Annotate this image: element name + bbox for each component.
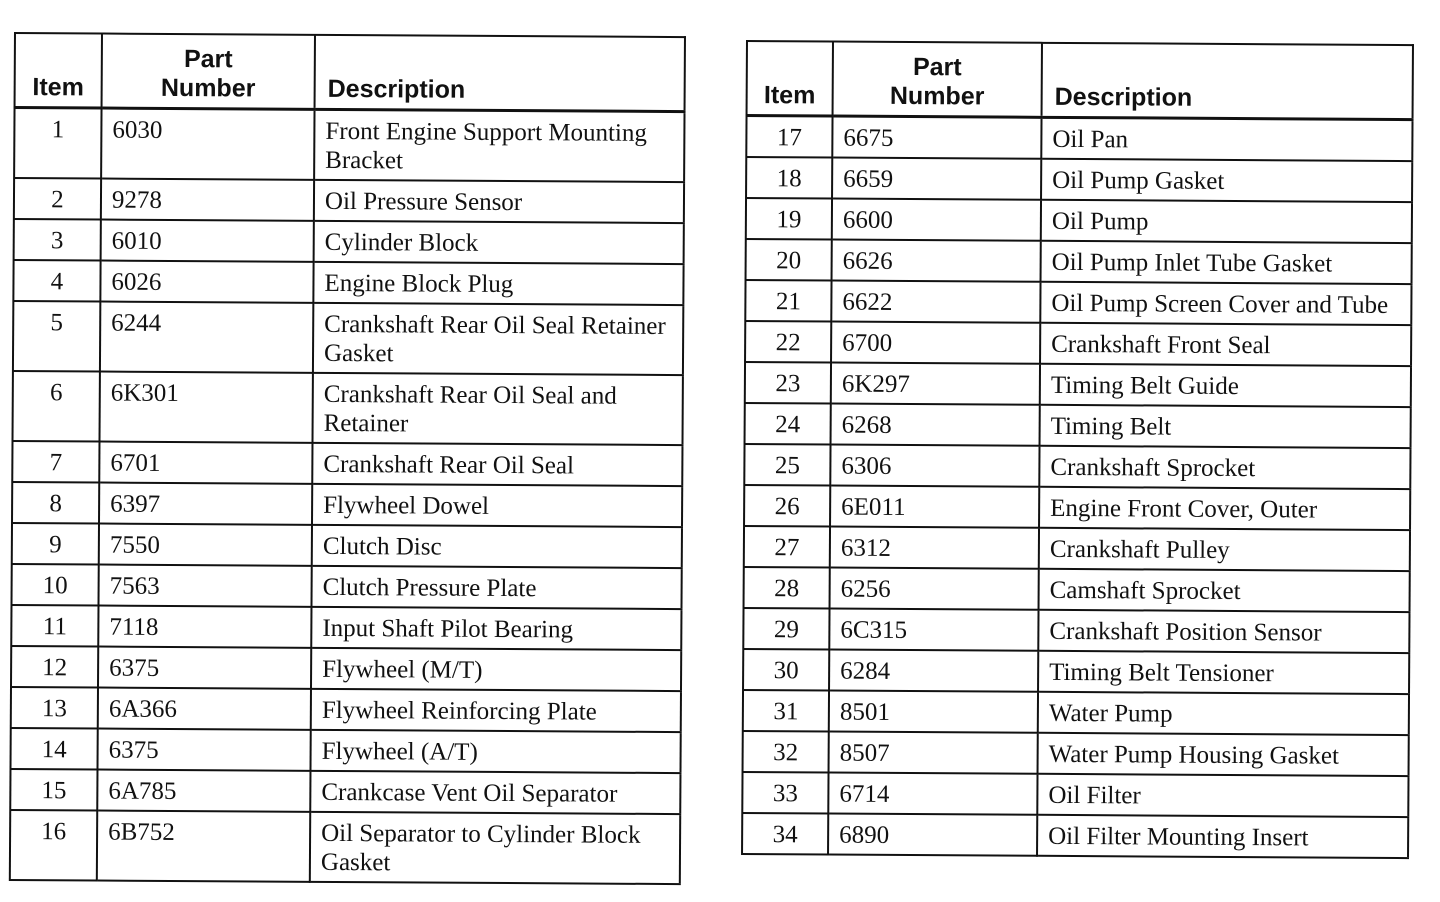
item-cell: 25 bbox=[744, 444, 830, 486]
table-row bbox=[11, 687, 681, 732]
part-number-cell: 6675 bbox=[832, 116, 1041, 159]
part-number-cell: 6268 bbox=[831, 404, 1040, 446]
item-cell: 16 bbox=[10, 810, 97, 881]
part-number-cell: 6375 bbox=[98, 647, 311, 689]
item-cell: 29 bbox=[743, 608, 829, 650]
description-cell: Crankcase Vent Oil Separator bbox=[310, 771, 680, 814]
part-number-cell: 7118 bbox=[98, 606, 311, 648]
part-number-cell: 6010 bbox=[101, 220, 314, 262]
table-row bbox=[743, 649, 1409, 694]
part-number-cell: 6E011 bbox=[830, 486, 1039, 528]
description-cell: Crankshaft Rear Oil Seal bbox=[312, 443, 682, 486]
table-row bbox=[11, 646, 681, 691]
part-number-cell: 6026 bbox=[100, 261, 313, 303]
description-cell: Clutch Pressure Plate bbox=[311, 566, 681, 609]
part-number-cell: 7563 bbox=[98, 565, 311, 607]
table-row bbox=[746, 157, 1412, 202]
table-row bbox=[13, 301, 683, 375]
item-cell: 26 bbox=[744, 485, 830, 527]
part-number-cell: 6397 bbox=[99, 483, 312, 525]
header-item: Item bbox=[15, 33, 102, 108]
description-cell: Input Shaft Pilot Bearing bbox=[311, 607, 681, 650]
description-cell: Oil Pressure Sensor bbox=[314, 180, 684, 223]
item-cell: 31 bbox=[743, 690, 829, 732]
description-cell: Flywheel Dowel bbox=[312, 484, 682, 527]
item-cell: 11 bbox=[11, 605, 98, 647]
item-cell: 15 bbox=[10, 769, 97, 811]
table-row bbox=[746, 239, 1412, 284]
table-row bbox=[14, 219, 684, 264]
item-cell: 12 bbox=[11, 646, 98, 688]
item-cell: 13 bbox=[11, 687, 98, 729]
parts-table-right bbox=[741, 40, 1414, 859]
description-cell: Oil Pan bbox=[1041, 117, 1412, 161]
description-cell: Timing Belt Tensioner bbox=[1038, 651, 1409, 694]
item-cell: 5 bbox=[13, 301, 100, 372]
item-cell: 18 bbox=[746, 157, 832, 199]
part-number-cell: 6701 bbox=[99, 442, 312, 484]
table-row bbox=[13, 260, 683, 305]
table-row bbox=[745, 280, 1411, 325]
description-cell: Crankshaft Rear Oil Seal Retainer Gasket bbox=[313, 303, 683, 375]
item-cell: 33 bbox=[742, 772, 828, 814]
table-row bbox=[14, 178, 684, 223]
part-number-cell: 6600 bbox=[832, 199, 1041, 241]
description-cell: Crankshaft Front Seal bbox=[1040, 323, 1411, 366]
item-cell: 22 bbox=[745, 321, 831, 363]
part-number-cell: 6312 bbox=[830, 527, 1039, 569]
description-cell: Cylinder Block bbox=[314, 221, 684, 264]
item-cell: 3 bbox=[14, 219, 101, 261]
table-row bbox=[744, 567, 1410, 612]
description-cell: Flywheel (M/T) bbox=[311, 648, 681, 691]
table-row bbox=[745, 403, 1411, 448]
part-number-cell: 6A366 bbox=[98, 688, 311, 730]
description-cell: Crankshaft Position Sensor bbox=[1038, 610, 1409, 653]
item-cell: 1 bbox=[14, 108, 101, 179]
item-cell: 4 bbox=[13, 260, 100, 302]
table-row bbox=[744, 444, 1410, 489]
part-number-cell: 6890 bbox=[828, 814, 1037, 856]
part-number-cell: 6622 bbox=[831, 281, 1040, 323]
part-number-cell: 9278 bbox=[101, 179, 314, 221]
part-number-cell: 6C315 bbox=[829, 609, 1038, 651]
description-cell: Oil Pump Inlet Tube Gasket bbox=[1041, 241, 1412, 284]
description-cell: Timing Belt Guide bbox=[1040, 364, 1411, 407]
table-row bbox=[11, 564, 681, 609]
header-description: Description bbox=[1042, 43, 1413, 120]
description-cell: Camshaft Sprocket bbox=[1039, 569, 1410, 612]
part-number-cell: 7550 bbox=[99, 524, 312, 566]
description-cell: Front Engine Support Mounting Bracket bbox=[314, 109, 684, 182]
description-cell: Crankshaft Sprocket bbox=[1039, 446, 1410, 489]
description-cell: Oil Filter bbox=[1037, 774, 1408, 817]
header-row bbox=[747, 41, 1413, 120]
description-cell: Oil Pump Gasket bbox=[1041, 159, 1412, 202]
part-number-cell: 6626 bbox=[832, 240, 1041, 282]
item-cell: 21 bbox=[745, 280, 831, 322]
item-cell: 9 bbox=[12, 523, 99, 565]
description-cell: Oil Pump bbox=[1041, 200, 1412, 243]
table-row bbox=[742, 813, 1408, 858]
table-row bbox=[10, 769, 680, 814]
part-number-cell: 6659 bbox=[832, 158, 1041, 200]
description-cell: Water Pump bbox=[1038, 692, 1409, 735]
item-cell: 17 bbox=[746, 116, 832, 158]
header-part-number: Part Number bbox=[833, 42, 1042, 118]
item-cell: 2 bbox=[14, 178, 101, 220]
part-number-cell: 6256 bbox=[830, 568, 1039, 610]
header-part-number: Part Number bbox=[102, 34, 315, 110]
item-cell: 10 bbox=[11, 564, 98, 606]
part-number-cell: 6306 bbox=[830, 445, 1039, 487]
parts-table-left bbox=[9, 32, 686, 885]
table-row bbox=[745, 362, 1411, 407]
table-row bbox=[744, 485, 1410, 530]
table-row bbox=[743, 690, 1409, 735]
item-cell: 6 bbox=[13, 371, 100, 442]
item-cell: 19 bbox=[746, 198, 832, 240]
part-number-cell: 6030 bbox=[101, 108, 314, 180]
item-cell: 28 bbox=[744, 567, 830, 609]
part-number-cell: 6K301 bbox=[99, 372, 312, 443]
description-cell: Water Pump Housing Gasket bbox=[1038, 733, 1409, 776]
part-number-cell: 8507 bbox=[829, 732, 1038, 774]
part-number-cell: 6A785 bbox=[97, 770, 310, 812]
part-number-cell: 6B752 bbox=[97, 811, 310, 882]
table-row bbox=[746, 116, 1412, 162]
table-row bbox=[12, 482, 682, 527]
table-row bbox=[742, 772, 1408, 817]
description-cell: Engine Block Plug bbox=[313, 262, 683, 305]
part-number-cell: 6700 bbox=[831, 322, 1040, 364]
description-cell: Crankshaft Pulley bbox=[1039, 528, 1410, 571]
description-cell: Crankshaft Rear Oil Seal and Retainer bbox=[312, 373, 682, 445]
table-body-right bbox=[742, 116, 1412, 859]
table-row bbox=[745, 321, 1411, 366]
description-cell: Engine Front Cover, Outer bbox=[1039, 487, 1410, 530]
part-number-cell: 8501 bbox=[829, 691, 1038, 733]
header-item: Item bbox=[747, 41, 833, 116]
item-cell: 27 bbox=[744, 526, 830, 568]
table-row bbox=[743, 608, 1409, 653]
header-description: Description bbox=[315, 35, 685, 112]
item-cell: 30 bbox=[743, 649, 829, 691]
part-number-cell: 6244 bbox=[100, 302, 313, 373]
item-cell: 23 bbox=[745, 362, 831, 404]
description-cell: Flywheel (A/T) bbox=[310, 730, 680, 773]
item-cell: 32 bbox=[743, 731, 829, 773]
description-cell: Clutch Disc bbox=[312, 525, 682, 568]
table-row bbox=[10, 810, 680, 884]
table-row bbox=[744, 526, 1410, 571]
part-number-cell: 6K297 bbox=[831, 363, 1040, 405]
table-row bbox=[10, 728, 680, 773]
item-cell: 14 bbox=[10, 728, 97, 770]
description-cell: Flywheel Reinforcing Plate bbox=[311, 689, 681, 732]
part-number-cell: 6284 bbox=[829, 650, 1038, 692]
item-cell: 20 bbox=[746, 239, 832, 281]
table-row bbox=[743, 731, 1409, 776]
item-cell: 34 bbox=[742, 813, 828, 855]
description-cell: Oil Separator to Cylinder Block Gasket bbox=[310, 812, 680, 884]
table-row bbox=[14, 108, 684, 183]
table-row bbox=[12, 441, 682, 486]
table-row bbox=[11, 605, 681, 650]
table-row bbox=[13, 371, 683, 445]
description-cell: Timing Belt bbox=[1040, 405, 1411, 448]
description-cell: Oil Filter Mounting Insert bbox=[1037, 815, 1408, 858]
item-cell: 7 bbox=[12, 441, 99, 483]
part-number-cell: 6714 bbox=[828, 773, 1037, 815]
table-row bbox=[746, 198, 1412, 243]
header-row bbox=[15, 33, 685, 112]
item-cell: 24 bbox=[745, 403, 831, 445]
table-body-left bbox=[10, 108, 685, 885]
part-number-cell: 6375 bbox=[97, 729, 310, 771]
item-cell: 8 bbox=[12, 482, 99, 524]
table-row bbox=[12, 523, 682, 568]
description-cell: Oil Pump Screen Cover and Tube bbox=[1040, 282, 1411, 325]
